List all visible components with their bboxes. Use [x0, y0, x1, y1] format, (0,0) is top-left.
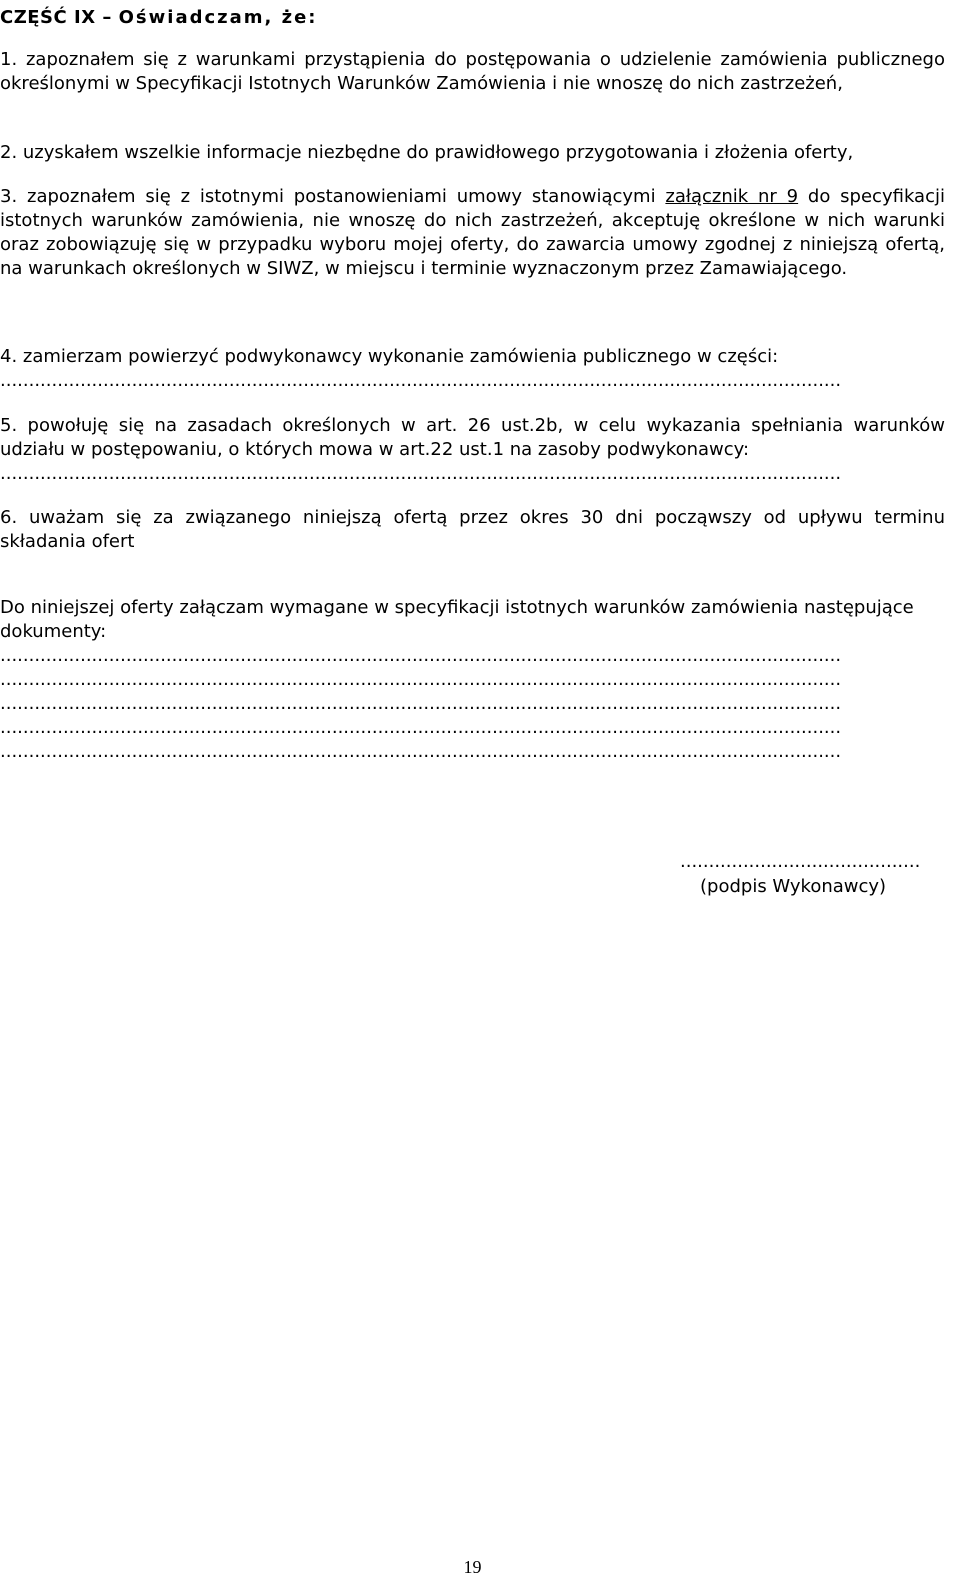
fill-line: ................................................................................................................................................... [0, 463, 842, 484]
statement-item-3 [0, 185, 945, 281]
statement-item-3-before: 3. zapoznałem się z istotnymi postanowieniami umowy stanowiącymi [0, 186, 666, 207]
annex-reference: załącznik nr 9 [665, 186, 799, 207]
heading-dash: – [95, 7, 119, 28]
statement-item-4-text: 4. zamierzam powierzyć podwykonawcy wykonanie zamówienia publicznego w części: [0, 346, 779, 367]
statement-item-3-after: do specyfikacji istotnych warunków zamówienia, nie wnoszę do nich zastrzeżeń, akceptuję określone w nich warunki oraz zobowiązuję się w przypadku wyboru mojej oferty, do zawarcia umowy zgodnej z niniejszą ofertą, na warunkach określonych w SIWZ, w miejscu i terminie wyznaczonym przez Zamawiającego. [0, 186, 945, 279]
statement-item-5-text: 5. powołuję się na zasadach określonych w art. 26 ust.2b, w celu wykazania spełniania warunków udziału w postępowaniu, o których mowa w art.22 ust.1 na zasoby podwykonawcy: [0, 415, 945, 460]
section-part-label: CZĘŚĆ IX [0, 7, 96, 28]
fill-line: ................................................................................................................................................... [0, 370, 842, 391]
statement-item-6: 6. uważam się za związanego niniejszą ofertą przez okres 30 dni począwszy od upływu terminu składania ofert [0, 507, 945, 552]
attachment-line: ................................................................................................................................................... [0, 669, 842, 690]
section-title: Oświadczam, że: [118, 7, 318, 28]
page-number: 19 [463, 1557, 482, 1577]
signature-line: .......................................... [680, 851, 921, 872]
statement-item-2: 2. uzyskałem wszelkie informacje niezbędne do prawidłowego przygotowania i złożenia oferty, [0, 142, 854, 163]
attachment-line: ................................................................................................................................................... [0, 645, 842, 666]
attachments-text: Do niniejszej oferty załączam wymagane w specyfikacji istotnych warunków zamówienia następujące dokumenty: [0, 597, 914, 642]
attachments-section [0, 596, 945, 764]
attachment-line: ................................................................................................................................................... [0, 693, 842, 714]
signature-caption: (podpis Wykonawcy) [700, 876, 887, 897]
section-heading [0, 6, 945, 30]
attachment-line: ................................................................................................................................................... [0, 741, 842, 762]
statement-item-4 [0, 345, 945, 393]
statement-item-1: 1. zapoznałem się z warunkami przystąpienia do postępowania o udzielenie zamówienia publicznego określonymi w Specyfikacji Istotnych Warunków Zamówienia i nie wnoszę do nich zastrzeżeń, [0, 49, 945, 94]
attachment-line: ................................................................................................................................................... [0, 717, 842, 738]
statement-item-5 [0, 414, 945, 486]
